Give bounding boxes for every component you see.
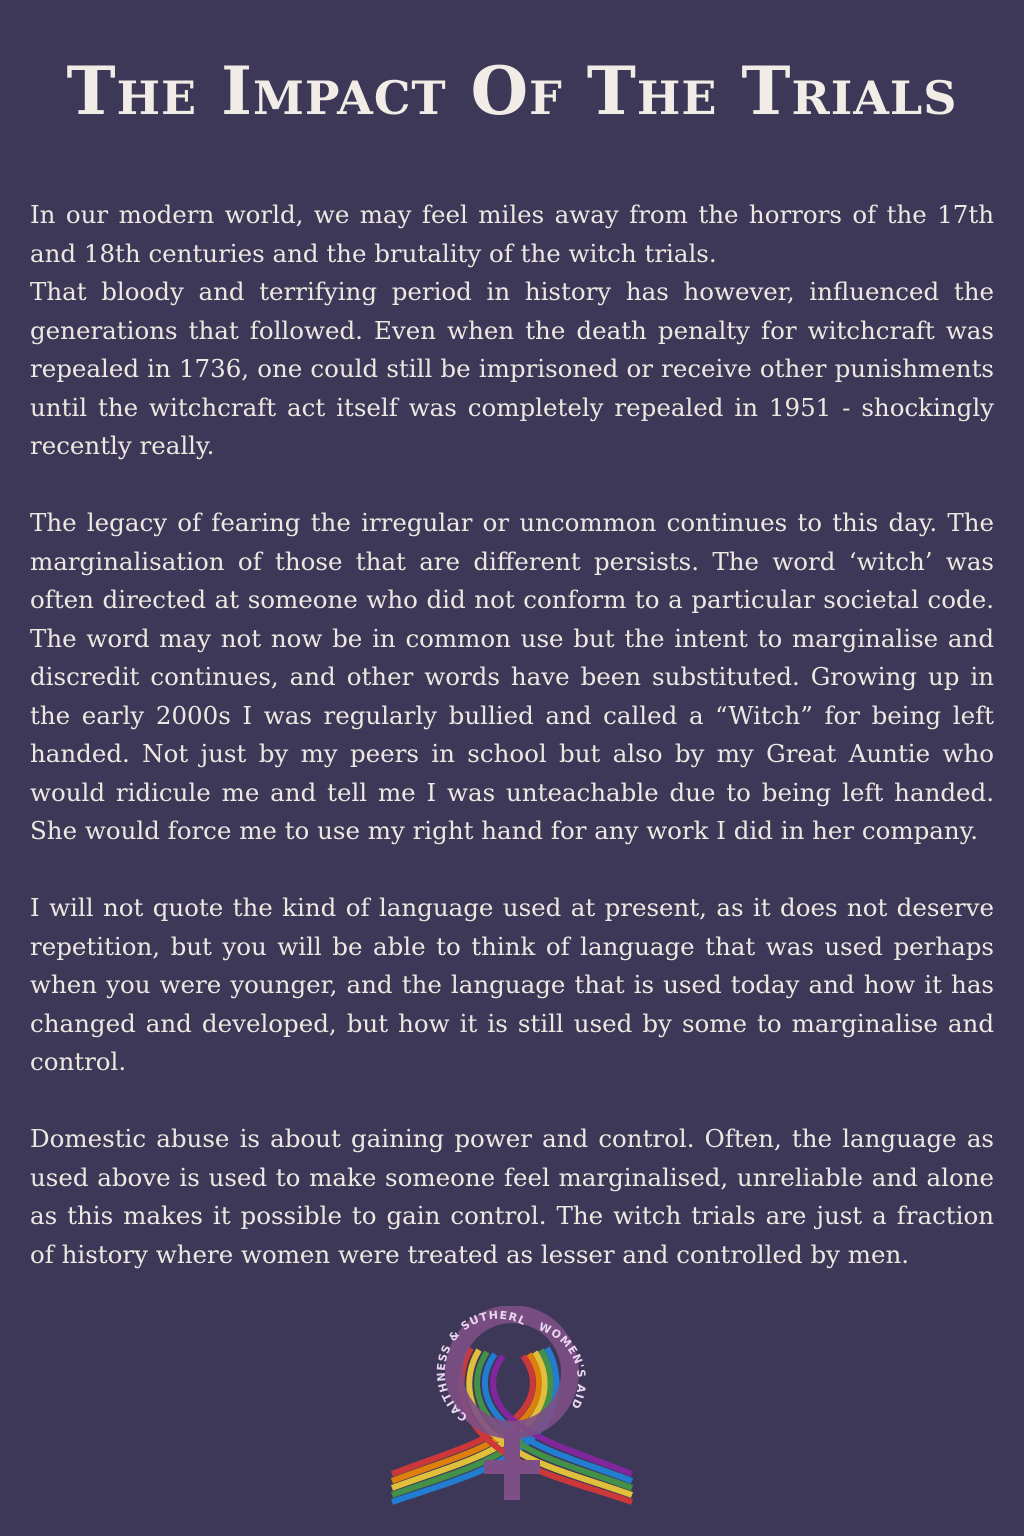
paragraph-intro: In our modern world, we may feel miles away from the horrors of the 17th and 18th centuries and the brutality of the witch trials.: [30, 200, 994, 268]
paragraph-language: I will not quote the kind of language used at present, as it does not deserve repetition, but you will be able to think of language that was used perhaps when you were younger, and the language that is used today and how it has changed and developed, but how it is still used by some to marginalise and control.: [30, 893, 994, 1076]
paragraph-domestic-abuse: Domestic abuse is about gaining power and control. Often, the language as used above is used to make someone feel marginalised, unreliable and alone as this makes it possible to gain control. The witch trials are just a fraction of history where women were treated as lesser and controlled by men.: [30, 1124, 994, 1269]
article-body: [30, 196, 994, 1274]
venus-ribbon-icon: [388, 1306, 636, 1514]
paragraph-history: That bloody and terrifying period in history has however, influenced the generations that followed. Even when the death penalty for witchcraft was repealed in 1736, one could still be imprisoned or receive other punishments until the witchcraft act itself was completely repealed in 1951 - shockingly recently really.: [30, 277, 994, 460]
paragraph-legacy: The legacy of fearing the irregular or uncommon continues to this day. The marginalisation of those that are different persists. The word ‘witch’ was often directed at someone who did not conform to a particular societal code. The word may not now be in common use but the intent to marginalise and discredit continues, and other words have been substituted. Growing up in the early 2000s I was regularly bullied and called a “Witch” for being left handed. Not just by my peers in school but also by my Great Auntie who would ridicule me and tell me I was unteachable due to being left handed. She would force me to use my right hand for any work I did in her company.: [30, 508, 994, 845]
logo-text-right: WOMEN'S AID: [536, 1320, 589, 1412]
womens-aid-logo: [388, 1306, 636, 1514]
logo-text-left: CAITHNESS & SUTHERL: [434, 1308, 529, 1424]
page-title: The Impact Of The Trials: [66, 52, 958, 130]
